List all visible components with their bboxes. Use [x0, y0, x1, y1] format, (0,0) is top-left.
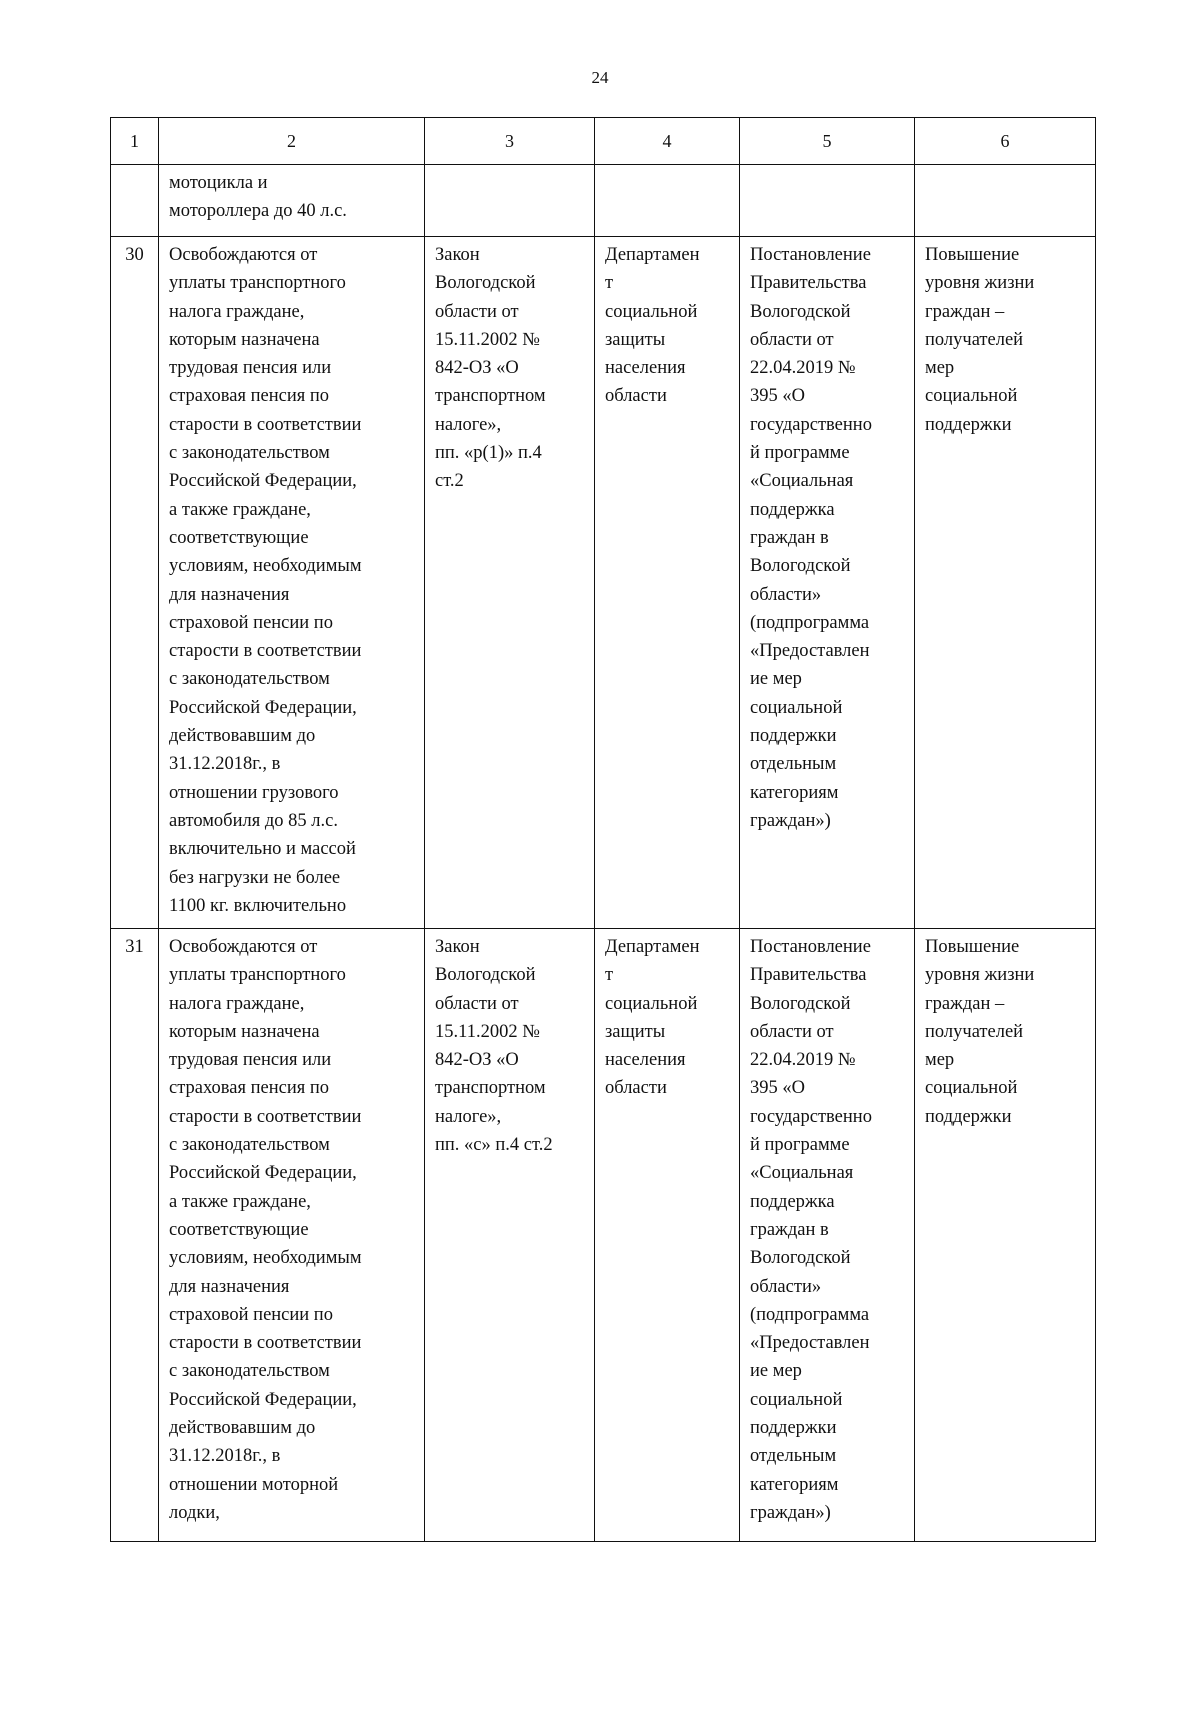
benefits-table [110, 117, 1096, 1542]
cell-goal: Повышение уровня жизни граждан – получателей мер социальной поддержки [915, 929, 1096, 1542]
cell-department: Департамен т социальной защиты населения области [595, 929, 740, 1542]
cell-program: Постановление Правительства Вологодской области от 22.04.2019 № 395 «О государственно й программе «Социальная поддержка граждан в Вологодской области» (подпрограмма «Предоставлен ие мер социальной поддержки отдельным категориям граждан») [740, 237, 915, 929]
cell-goal: Повышение уровня жизни граждан – получателей мер социальной поддержки [915, 237, 1096, 929]
cell-number: 30 [111, 237, 159, 929]
cell-program [740, 165, 915, 237]
column-header-5: 5 [740, 118, 915, 165]
table-row-continuation [111, 165, 1096, 237]
table-row [111, 929, 1096, 1542]
column-header-6: 6 [915, 118, 1096, 165]
table-row [111, 237, 1096, 929]
cell-description: Освобождаются от уплаты транспортного налога граждане, которым назначена трудовая пенсия или страховая пенсия по старости в соответствии с законодательством Российской Федерации, а также граждане, соответствующие условиям, необходимым для назначения страховой пенсии по старости в соответствии с законодательством Российской Федерации, действовавшим до 31.12.2018г., в отношении грузового автомобиля до 85 л.с. включительно и массой без нагрузки не более 1100 кг. включительно [159, 237, 425, 929]
column-header-1: 1 [111, 118, 159, 165]
cell-description: Освобождаются от уплаты транспортного налога граждане, которым назначена трудовая пенсия или страховая пенсия по старости в соответствии с законодательством Российской Федерации, а также граждане, соответствующие условиям, необходимым для назначения страховой пенсии по старости в соответствии с законодательством Российской Федерации, действовавшим до 31.12.2018г., в отношении моторной лодки, [159, 929, 425, 1542]
cell-law: Закон Вологодской области от 15.11.2002 № 842-ОЗ «О транспортном налоге», пп. «с» п.4 ст.2 [425, 929, 595, 1542]
column-header-4: 4 [595, 118, 740, 165]
cell-department: Департамен т социальной защиты населения области [595, 237, 740, 929]
column-header-2: 2 [159, 118, 425, 165]
cell-goal [915, 165, 1096, 237]
table-header-row [111, 118, 1096, 165]
page-number: 24 [591, 68, 609, 87]
cell-program: Постановление Правительства Вологодской области от 22.04.2019 № 395 «О государственно й программе «Социальная поддержка граждан в Вологодской области» (подпрограмма «Предоставлен ие мер социальной поддержки отдельным категориям граждан») [740, 929, 915, 1542]
cell-department [595, 165, 740, 237]
column-header-3: 3 [425, 118, 595, 165]
cell-law: Закон Вологодской области от 15.11.2002 № 842-ОЗ «О транспортном налоге», пп. «р(1)» п.4 ст.2 [425, 237, 595, 929]
cell-description: мотоцикла и мотороллера до 40 л.с. [159, 165, 425, 237]
cell-number: 31 [111, 929, 159, 1542]
cell-law [425, 165, 595, 237]
cell-number [111, 165, 159, 237]
